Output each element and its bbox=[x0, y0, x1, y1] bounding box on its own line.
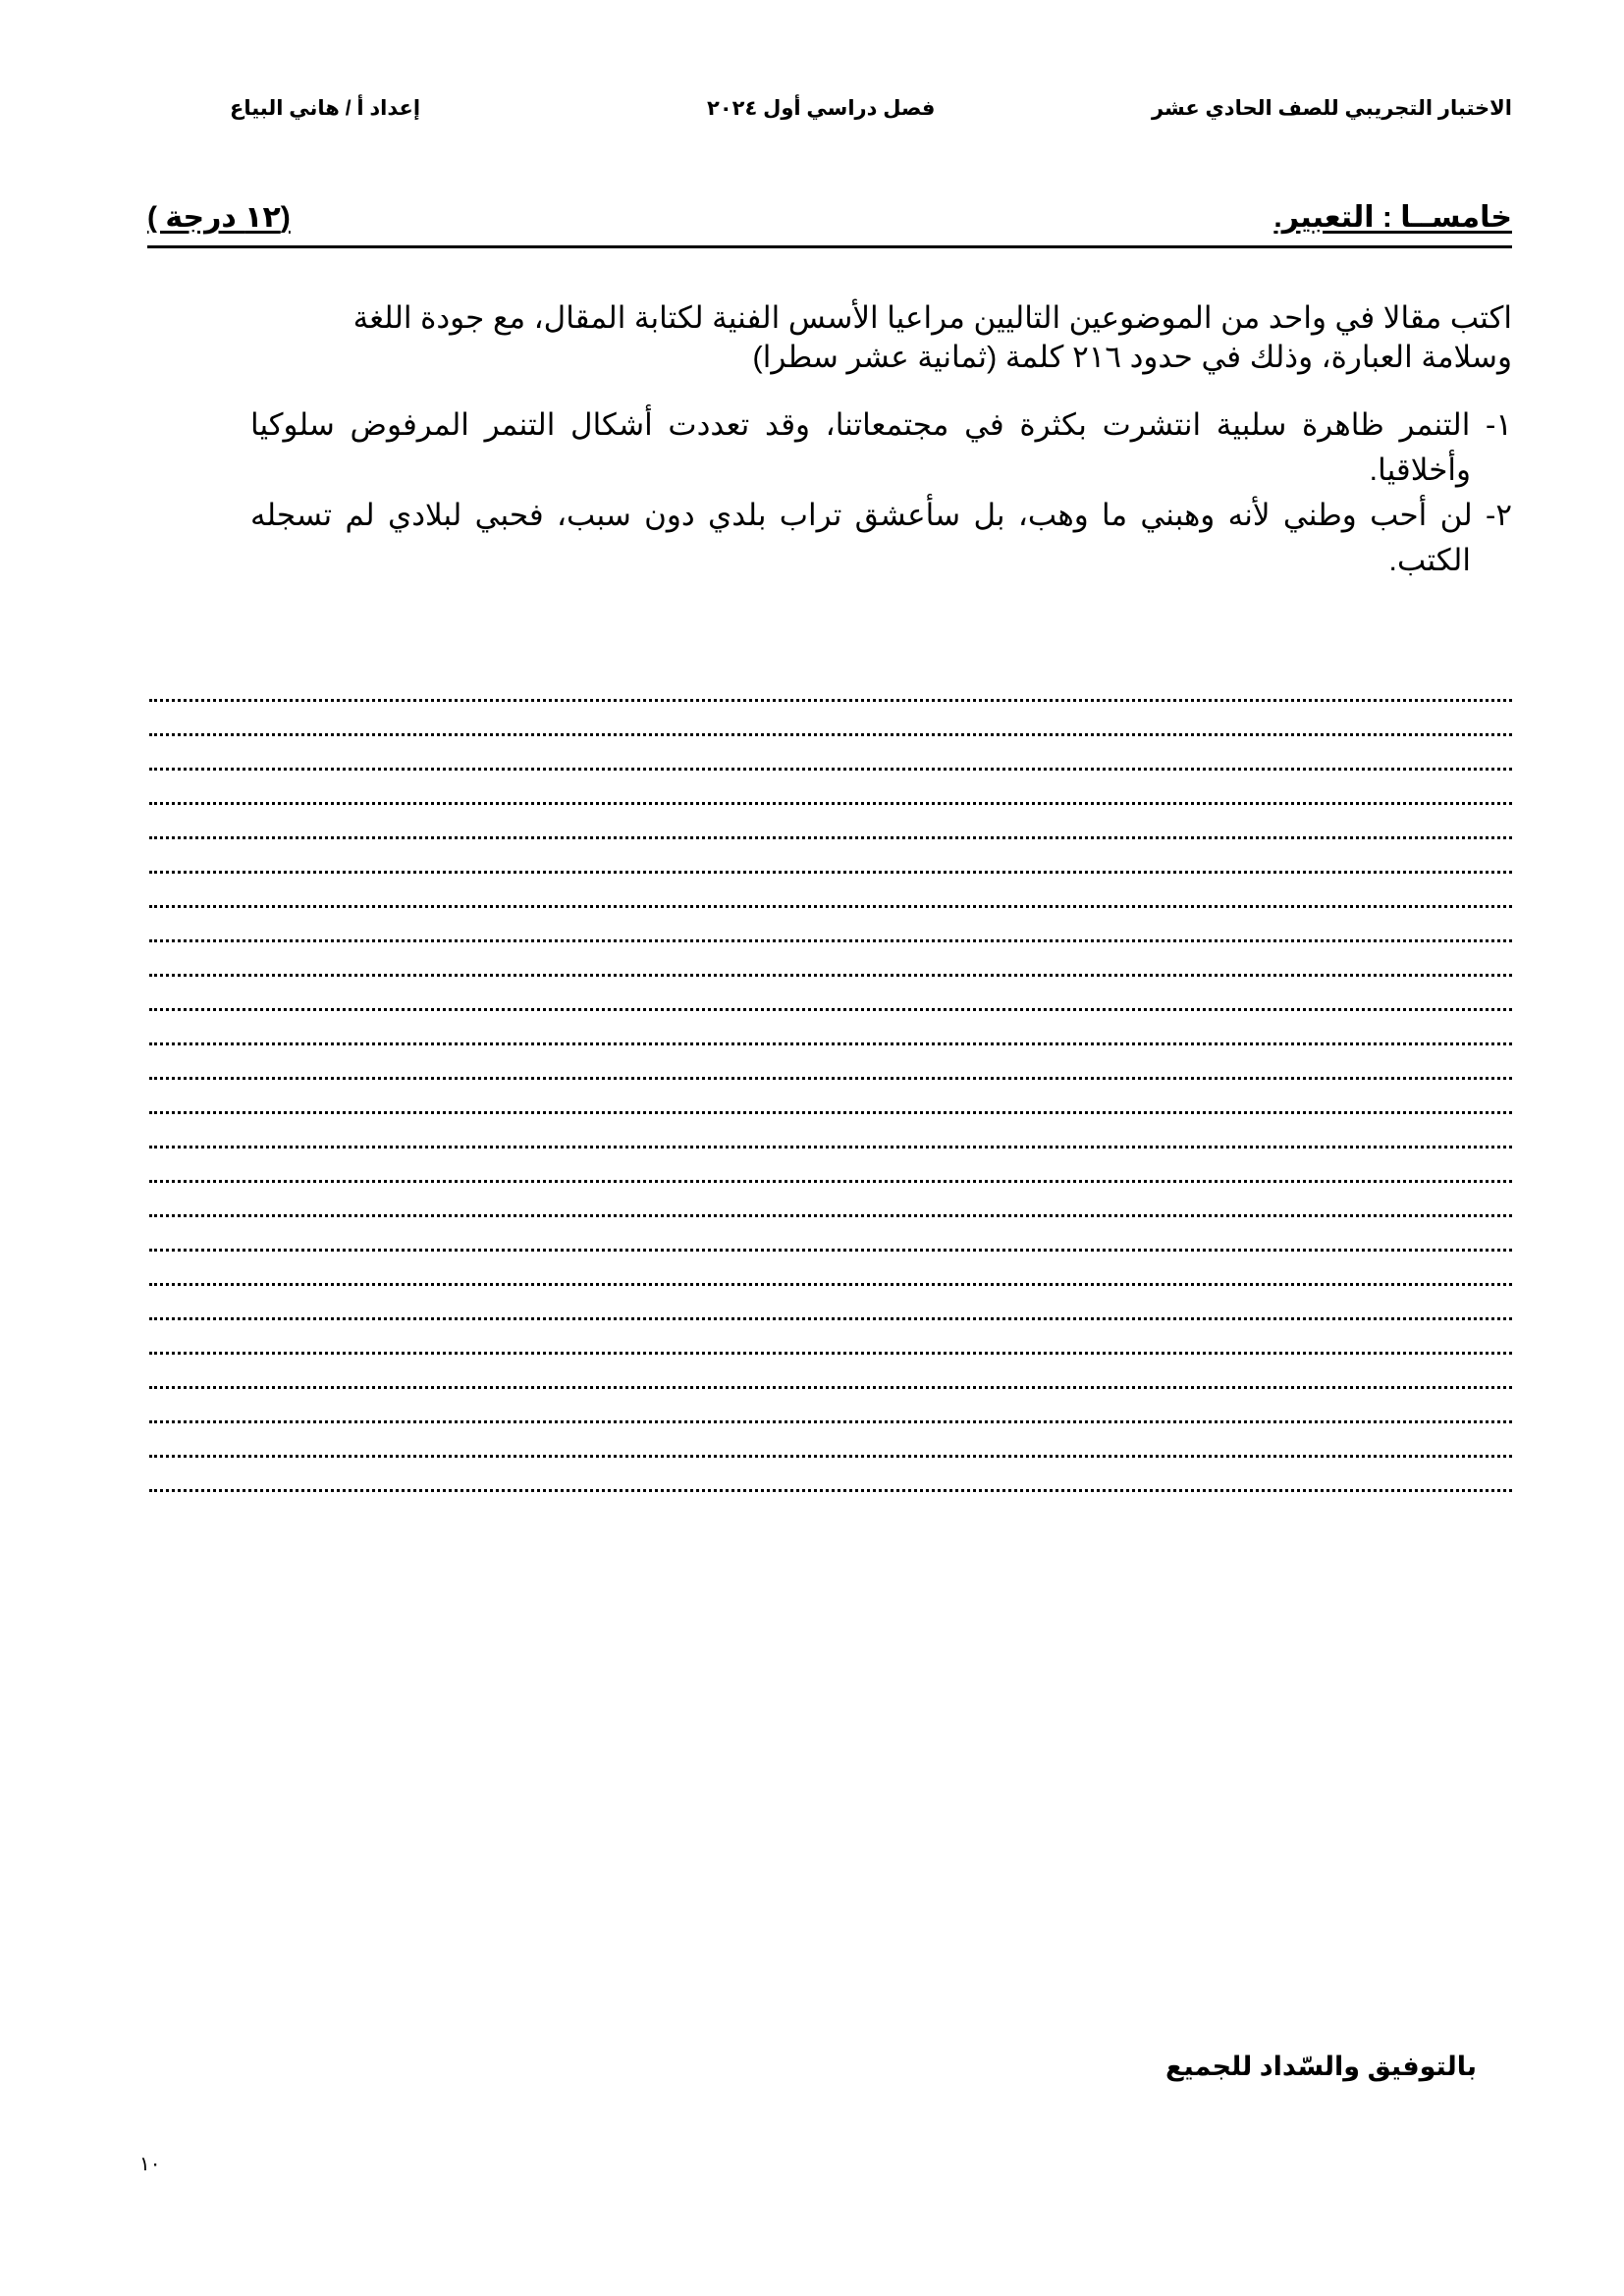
instruction-line: اكتب مقالا في واحد من الموضوعين التاليين مراعيا الأسس الفنية لكتابة المقال، مع جودة اللغة bbox=[352, 300, 1512, 335]
answer-line[interactable] bbox=[149, 1320, 1512, 1355]
answer-line[interactable] bbox=[149, 771, 1512, 805]
topic-item: ١- التنمر ظاهرة سلبية انتشرت بكثرة في مجتمعاتنا، وقد تعددت أشكال التنمر المرفوض سلوكيا وأخلاقيا. bbox=[250, 407, 1512, 487]
page-header bbox=[147, 96, 1512, 132]
answer-line[interactable] bbox=[149, 1183, 1512, 1217]
section-heading bbox=[147, 200, 1512, 248]
answer-line[interactable] bbox=[149, 977, 1512, 1011]
answer-line[interactable] bbox=[149, 1011, 1512, 1045]
instructions bbox=[216, 298, 1512, 377]
answer-line[interactable] bbox=[149, 1286, 1512, 1320]
answer-line[interactable] bbox=[149, 805, 1512, 839]
answer-line[interactable] bbox=[149, 667, 1512, 702]
answer-line[interactable] bbox=[149, 942, 1512, 977]
answer-line[interactable] bbox=[149, 1423, 1512, 1458]
answer-line[interactable] bbox=[149, 1458, 1512, 1492]
answer-line[interactable] bbox=[149, 1252, 1512, 1286]
answer-line[interactable] bbox=[149, 736, 1512, 771]
topics-list bbox=[250, 402, 1512, 583]
closing-message: بالتوفيق والسّداد للجميع bbox=[1165, 2052, 1477, 2081]
answer-line[interactable] bbox=[149, 1389, 1512, 1423]
answer-line[interactable] bbox=[149, 1148, 1512, 1183]
section-score: (١٢ درجة ) bbox=[147, 201, 291, 234]
answer-line[interactable] bbox=[149, 874, 1512, 908]
answer-line[interactable] bbox=[149, 1080, 1512, 1114]
exam-title: الاختبار التجريبي للصف الحادي عشر bbox=[1151, 97, 1512, 120]
answer-line[interactable] bbox=[149, 1045, 1512, 1080]
answer-line[interactable] bbox=[149, 908, 1512, 942]
page-number: ١٠ bbox=[139, 2154, 161, 2175]
topic-item: ٢- لن أحب وطني لأنه وهبني ما وهب، بل سأعشق تراب بلدي دون سبب، فحبي لبلادي لم تسجله الكتب. bbox=[250, 498, 1512, 577]
answer-line[interactable] bbox=[149, 702, 1512, 736]
answer-line[interactable] bbox=[149, 839, 1512, 874]
instruction-line: وسلامة العبارة، وذلك في حدود ٢١٦ كلمة (ثمانية عشر سطرا) bbox=[752, 340, 1512, 374]
author-label: إعداد أ / هاني البياع bbox=[230, 97, 421, 120]
section-title: خامســا : التعبير. bbox=[1273, 201, 1512, 234]
answer-lines bbox=[149, 667, 1512, 1492]
answer-line[interactable] bbox=[149, 1217, 1512, 1252]
answer-line[interactable] bbox=[149, 1355, 1512, 1389]
semester-label: فصل دراسي أول ٢٠٢٤ bbox=[707, 97, 936, 120]
answer-line[interactable] bbox=[149, 1114, 1512, 1148]
